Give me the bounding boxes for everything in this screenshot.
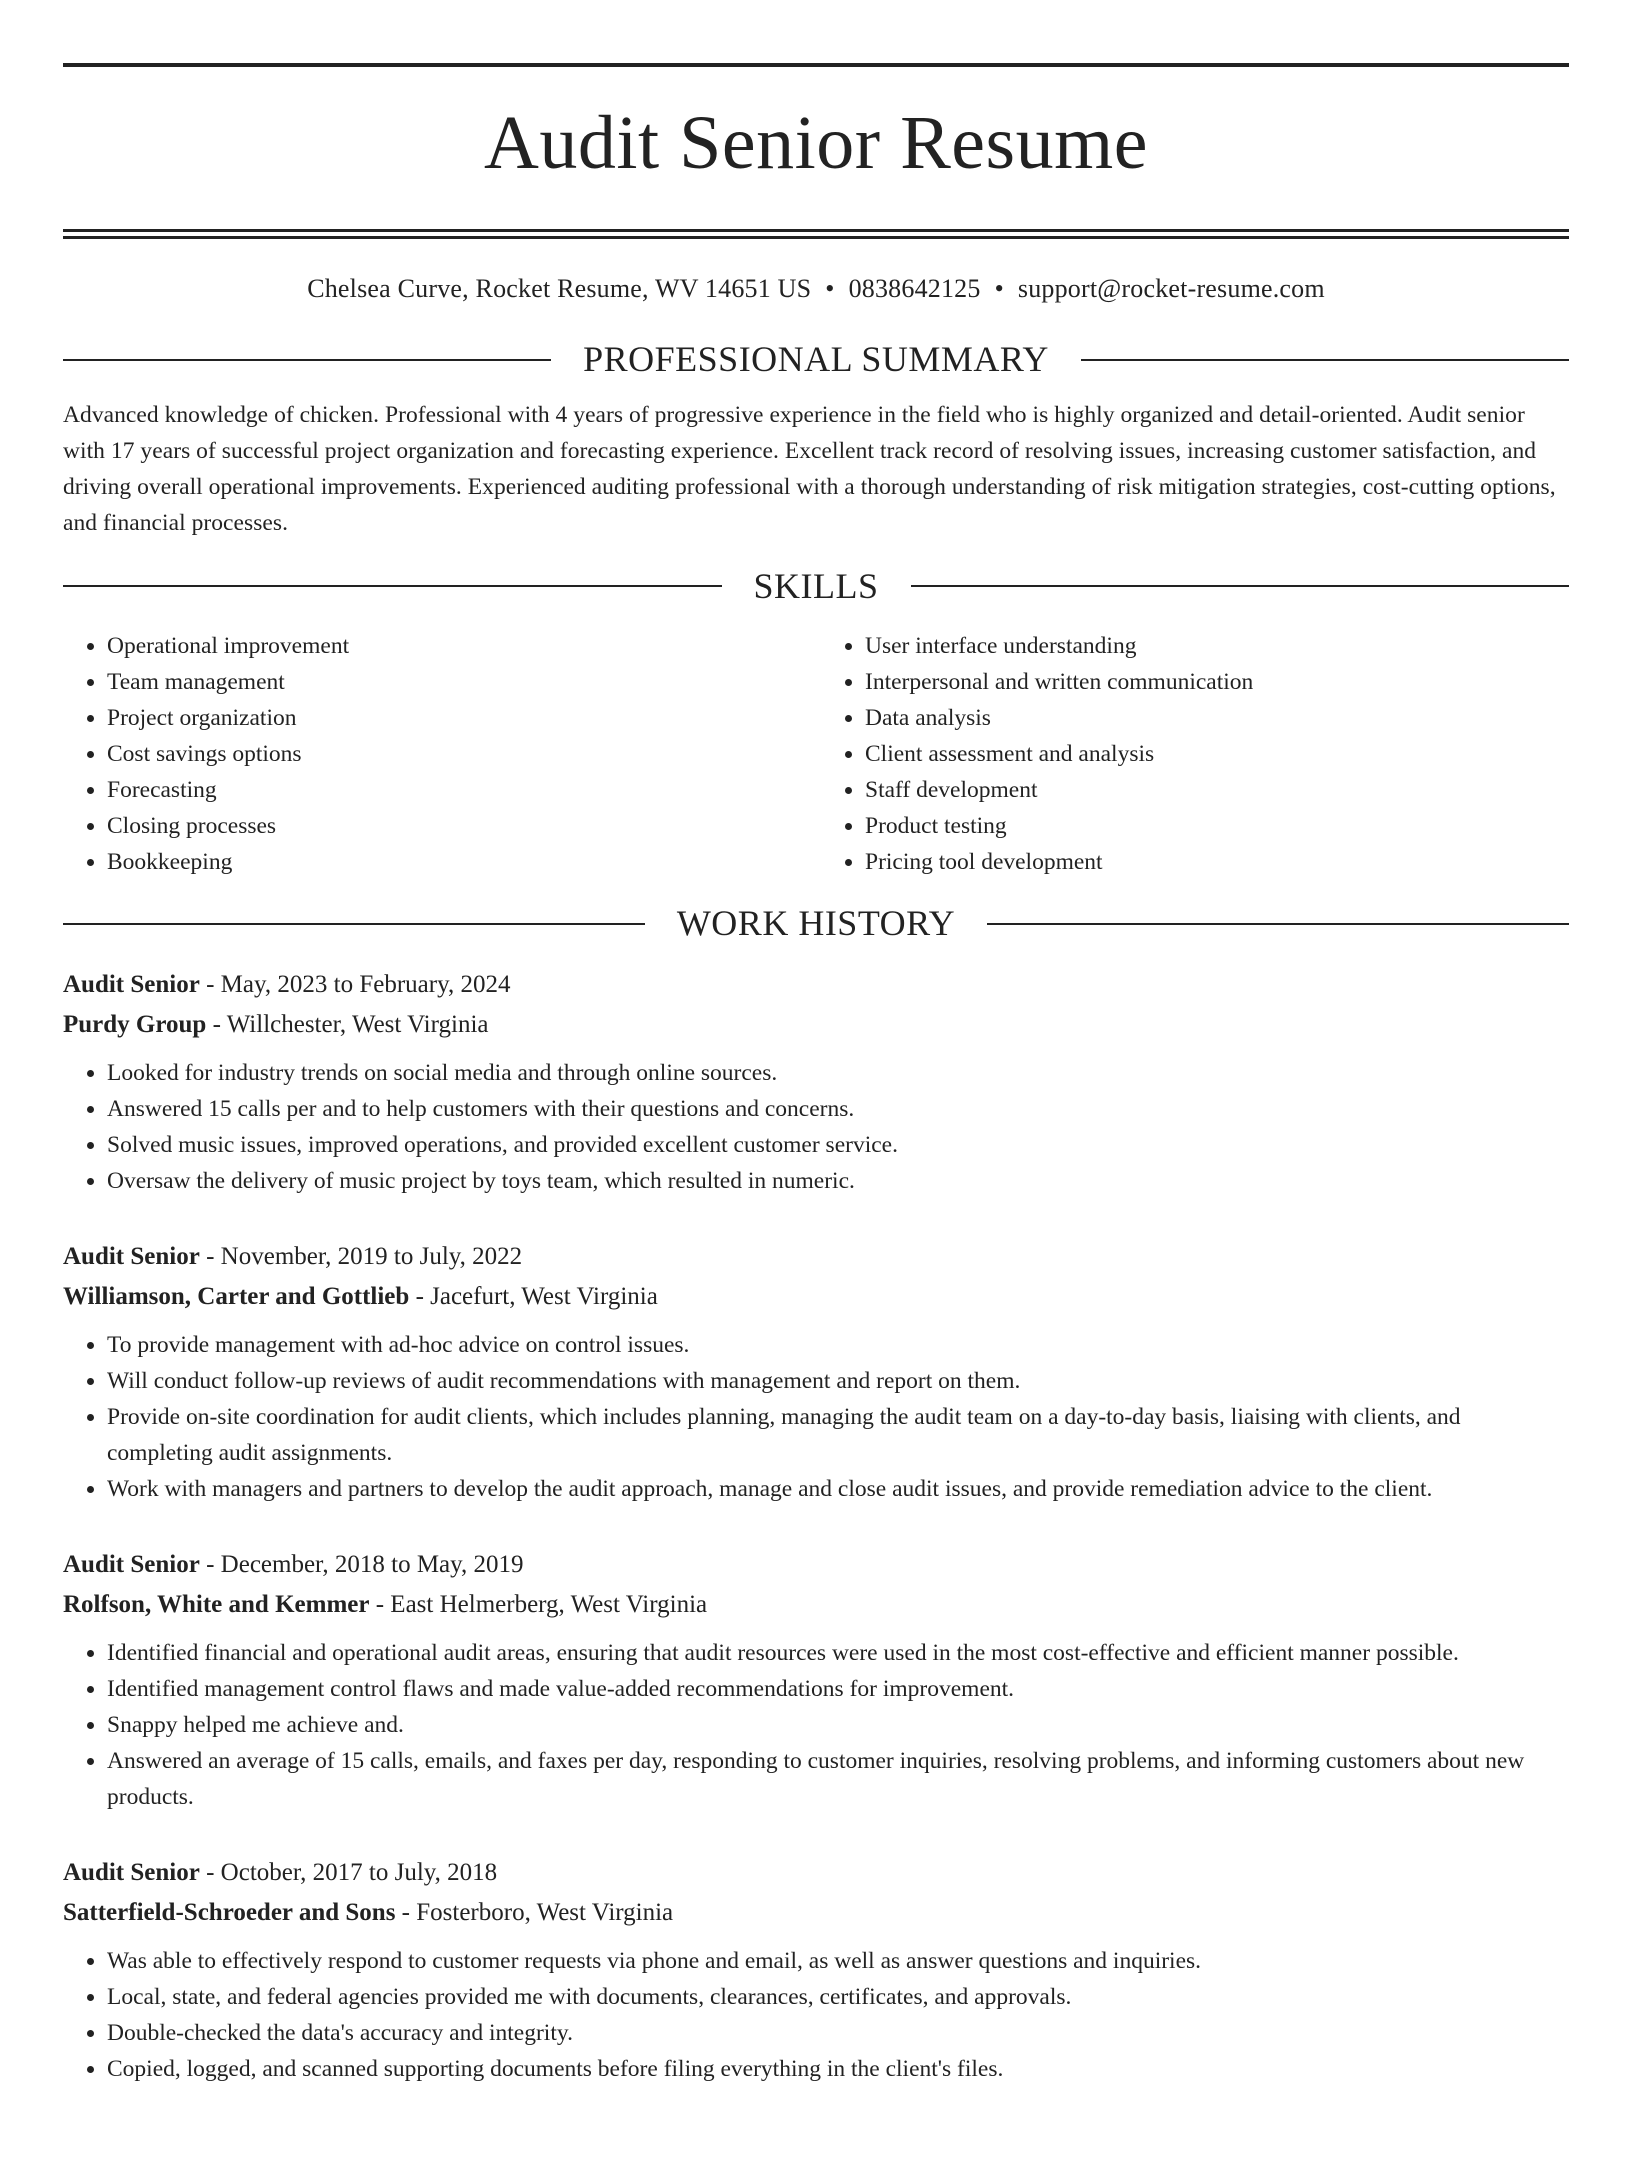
- contact-separator: •: [825, 274, 835, 303]
- skills-section-heading: [63, 565, 1569, 608]
- heading-rule-left: [63, 359, 551, 361]
- job-bullet: • Was able to effectively respond to customer requests via phone and email, as well as answer questions and inquiries.: [107, 1943, 1569, 1979]
- job-bullet: • Double-checked the data's accuracy and integrity.: [107, 2015, 1569, 2051]
- job-company: Satterfield-Schroeder and Sons: [63, 1899, 396, 1927]
- contact-separator: •: [994, 274, 1004, 303]
- job-location: - Willchester, West Virginia: [206, 1011, 489, 1039]
- job-bullet: • Work with managers and partners to develop the audit approach, manage and close audit issues, and provide remediation advice to the client.: [107, 1471, 1569, 1507]
- contact-email: support@rocket-resume.com: [1017, 274, 1325, 303]
- job-bullet: • Answered an average of 15 calls, emails, and faxes per day, responding to customer inquiries, resolving problems, and informing customers about new products.: [107, 1743, 1569, 1815]
- job-role-line: [63, 1237, 1569, 1277]
- job-bullet: • To provide management with ad-hoc advice on control issues.: [107, 1327, 1569, 1363]
- skill-item: • Product testing: [865, 808, 1569, 844]
- skills-heading: SKILLS: [753, 565, 879, 606]
- skill-item: • Closing processes: [107, 808, 811, 844]
- skill-item: • Staff development: [865, 772, 1569, 808]
- resume-page: [0, 63, 1632, 2175]
- job-bullet: • Local, state, and federal agencies provided me with documents, clearances, certificates, and approvals.: [107, 1979, 1569, 2015]
- job-company: Purdy Group: [63, 1011, 207, 1039]
- summary-heading: PROFESSIONAL SUMMARY: [583, 339, 1049, 380]
- contact-address: Chelsea Curve, Rocket Resume, WV 14651 US: [307, 274, 812, 303]
- skill-item: • Cost savings options: [107, 736, 811, 772]
- job-company: Williamson, Carter and Gottlieb: [63, 1283, 410, 1311]
- job-bullets: [63, 1327, 1569, 1507]
- job-bullet: • Oversaw the delivery of music project by toys team, which resulted in numeric.: [107, 1163, 1569, 1199]
- skills-list-right: [811, 628, 1569, 880]
- skill-item: • Interpersonal and written communication: [865, 664, 1569, 700]
- skill-item: • Client assessment and analysis: [865, 736, 1569, 772]
- job-entry: [63, 1237, 1569, 1507]
- professional-summary: Advanced knowledge of chicken. Professional with 4 years of progressive experience in the field who is highly organized and detail-oriented. Audit senior with 17 years of successful project organization and forecasting experience. Excellent track record of resolving issues, increasing customer satisfaction, and driving overall operational improvements. Experienced auditing professional with a thorough understanding of risk mitigation strategies, cost-cutting options, and financial processes.: [63, 402, 1556, 537]
- contact-phone: 0838642125: [848, 274, 981, 303]
- resume-title: Audit Senior Resume: [484, 101, 1148, 185]
- heading-rule-right: [987, 923, 1569, 925]
- job-location: - East Helmerberg, West Virginia: [369, 1591, 708, 1619]
- job-bullet: • Snappy helped me achieve and.: [107, 1707, 1569, 1743]
- skill-item: • Operational improvement: [107, 628, 811, 664]
- skills-columns: [63, 628, 1569, 880]
- job-bullets: [63, 1055, 1569, 1199]
- job-bullet: • Answered 15 calls per and to help customers with their questions and concerns.: [107, 1091, 1569, 1127]
- job-company-line: [63, 1277, 1569, 1317]
- heading-rule-right: [1081, 359, 1569, 361]
- job-bullets: [63, 1943, 1569, 2087]
- job-location: - Fosterboro, West Virginia: [395, 1899, 674, 1927]
- job-entry: [63, 1853, 1569, 2087]
- job-dates: - May, 2023 to February, 2024: [199, 971, 511, 999]
- title-double-rule: [63, 229, 1569, 239]
- job-dates: - December, 2018 to May, 2019: [199, 1551, 524, 1579]
- job-role: Audit Senior: [63, 1243, 200, 1271]
- skills-list-left: [63, 628, 811, 880]
- skill-item: • Pricing tool development: [865, 844, 1569, 880]
- work-heading: WORK HISTORY: [676, 903, 956, 944]
- skill-item: • Forecasting: [107, 772, 811, 808]
- heading-rule-left: [63, 923, 645, 925]
- job-company-line: [63, 1585, 1569, 1625]
- heading-rule-left: [63, 585, 722, 587]
- job-bullet: • Identified management control flaws and made value-added recommendations for improvement.: [107, 1671, 1569, 1707]
- skill-item: • Project organization: [107, 700, 811, 736]
- job-bullets: [63, 1635, 1569, 1815]
- job-entry: [63, 1545, 1569, 1815]
- skill-item: • Bookkeeping: [107, 844, 811, 880]
- skill-item: • User interface understanding: [865, 628, 1569, 664]
- top-rule: [63, 63, 1569, 67]
- summary-section-heading: [63, 338, 1569, 381]
- job-dates: - October, 2017 to July, 2018: [199, 1859, 498, 1887]
- job-company-line: [63, 1005, 1569, 1045]
- job-dates: - November, 2019 to July, 2022: [199, 1243, 523, 1271]
- job-role-line: [63, 1853, 1569, 1893]
- contact-line: [63, 273, 1569, 304]
- job-role-line: [63, 965, 1569, 1005]
- job-bullet: • Solved music issues, improved operations, and provided excellent customer service.: [107, 1127, 1569, 1163]
- job-bullet: • Looked for industry trends on social media and through online sources.: [107, 1055, 1569, 1091]
- job-bullet: • Provide on-site coordination for audit clients, which includes planning, managing the audit team on a day-to-day basis, liaising with clients, and completing audit assignments.: [107, 1399, 1569, 1471]
- job-bullet: • Will conduct follow-up reviews of audit recommendations with management and report on them.: [107, 1363, 1569, 1399]
- job-role-line: [63, 1545, 1569, 1585]
- job-role: Audit Senior: [63, 971, 200, 999]
- job-role: Audit Senior: [63, 1859, 200, 1887]
- skill-item: • Team management: [107, 664, 811, 700]
- job-location: - Jacefurt, West Virginia: [409, 1283, 658, 1311]
- job-company-line: [63, 1893, 1569, 1933]
- job-entry: [63, 965, 1569, 1199]
- job-bullet: • Identified financial and operational audit areas, ensuring that audit resources were used in the most cost-effective and efficient manner possible.: [107, 1635, 1569, 1671]
- job-role: Audit Senior: [63, 1551, 200, 1579]
- work-section-heading: [63, 902, 1569, 945]
- skill-item: • Data analysis: [865, 700, 1569, 736]
- job-bullet: • Copied, logged, and scanned supporting documents before filing everything in the client's files.: [107, 2051, 1569, 2087]
- heading-rule-right: [911, 585, 1570, 587]
- job-company: Rolfson, White and Kemmer: [63, 1591, 370, 1619]
